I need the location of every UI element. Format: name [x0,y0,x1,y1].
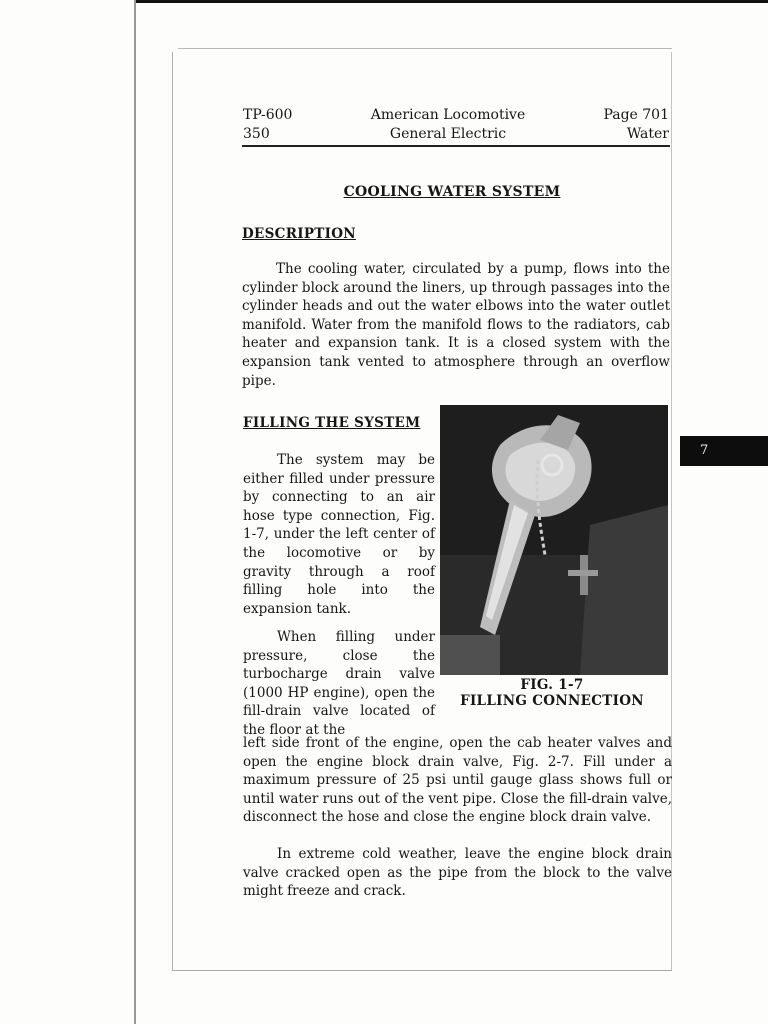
description-paragraph: The cooling water, circulated by a pump, flows into the cylinder block around the liners, up through passages into the cylinder heads and out the water elbows into the water outlet manifold. Water from the manifold flows to the radiators, cab heater and expansion tank. It is a closed system with the expansion tank vented to atmosphere through an overflow pipe. [242,261,670,389]
figure-number: FIG. 1-7 [520,677,584,693]
filling-connection-photo [440,405,668,675]
page-border-top [178,48,672,49]
doc-sub-number: 350 [243,126,270,142]
page-border-bottom [172,970,672,971]
filling-heading: FILLING THE SYSTEM [243,415,421,431]
section-name: Water [626,126,669,142]
figure-photo [440,405,668,675]
header-company [340,106,556,144]
figure-caption: FILLING CONNECTION [460,693,644,709]
page-number: Page 701 [603,107,669,123]
scan-edge-left [134,0,136,1024]
filling-paragraph-1: The system may be either filled under pressure by connecting to an air hose type connection, Fig. 1-7, under the left center of the locomotive or by gravity through a roof filling hole into the expansion tank. [243,452,435,617]
description-heading: DESCRIPTION [242,226,356,242]
header-rule [242,145,670,147]
header-doc-number [243,106,292,144]
company-name: American Locomotive [370,107,526,123]
filling-paragraph-2-start: When filling under pressure, close the turbocharge drain valve (1000 HP engine), open the fill-drain valve located of the floor at the [243,629,435,738]
header-page [580,106,669,144]
page-border-left [172,52,173,970]
filling-paragraph-2-end: left side front of the engine, open the cab heater valves and open the engine block drain valve, Fig. 2-7. Fill under a maximum pressure of 25 psi until gauge glass shows full or until water runs out of the vent pipe. Close the fill-drain valve, disconnect the hose and close the engine block drain valve. [243,735,672,826]
section-tab: 7 [680,436,768,466]
scan-edge-top [134,0,768,3]
doc-number: TP-600 [243,107,293,123]
company-sub: General Electric [389,126,507,142]
page-title: COOLING WATER SYSTEM [343,184,561,200]
page-border-right [671,52,672,970]
filling-paragraph-3: In extreme cold weather, leave the engine block drain valve cracked open as the pipe from the block to the valve might freeze and crack. [243,846,672,900]
